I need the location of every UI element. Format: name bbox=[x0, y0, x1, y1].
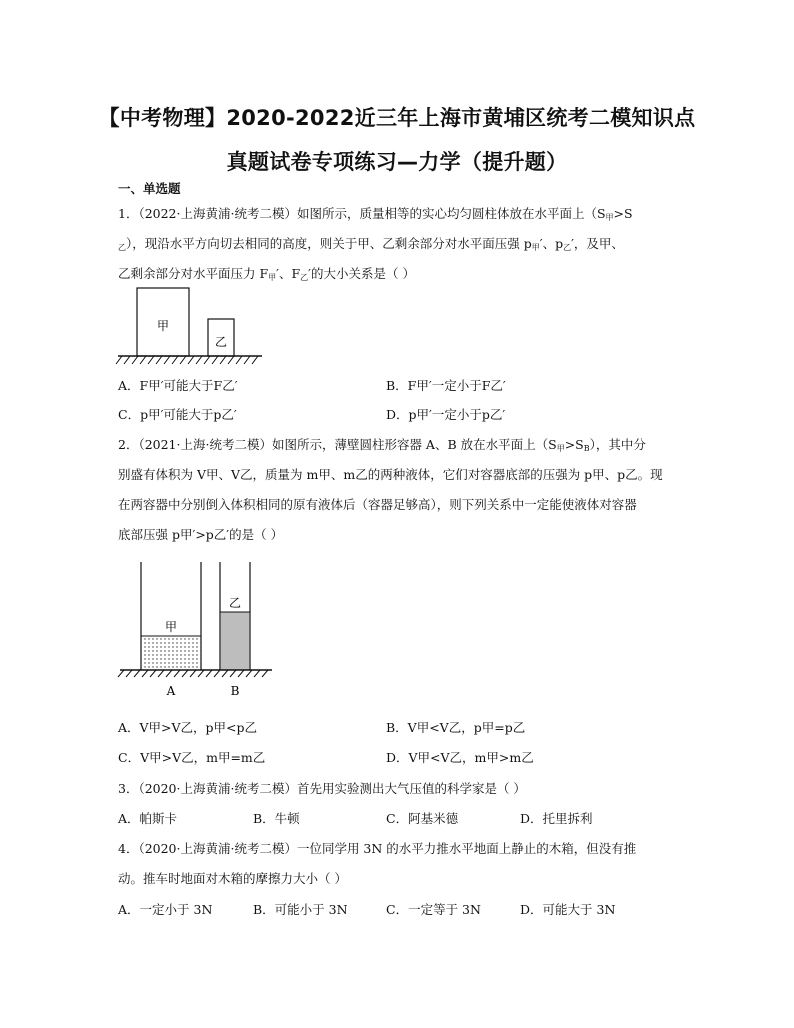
q4-option-a[interactable]: A．一定小于 3N bbox=[118, 902, 213, 917]
q1-option-b[interactable]: B．F甲′一定小于F乙′ bbox=[386, 378, 506, 393]
q3-option-b[interactable]: B．牛顿 bbox=[253, 811, 300, 826]
q2-fig-caption-a: A bbox=[166, 684, 176, 698]
q4-line-2: 动。推车时地面对木箱的摩擦力大小（ ） bbox=[118, 871, 347, 886]
section-heading: 一、单选题 bbox=[118, 181, 181, 196]
q1-line-1: 1．（2022·上海黄浦·统考二模）如图所示，质量相等的实心均匀圆柱体放在水平面上（$S_甲>S$ bbox=[118, 206, 633, 222]
q3-option-c[interactable]: C．阿基米德 bbox=[386, 811, 459, 826]
q2-figure-containers bbox=[116, 558, 276, 700]
q2-line-3: 在两容器中分别倒入体积相同的原有液体后（容器足够高），则下列关系中一定能使液体对容器 bbox=[118, 497, 637, 512]
q2-option-d[interactable]: D．V甲<V乙，m甲>m乙 bbox=[386, 750, 534, 765]
q2-option-c[interactable]: C．V甲>V乙，m甲=m乙 bbox=[118, 750, 266, 765]
q1-option-d[interactable]: D．p甲′一定小于p乙′ bbox=[386, 407, 506, 422]
page-title-line-1: 【中考物理】2020-2022近三年上海市黄埔区统考二模知识点 bbox=[98, 106, 696, 130]
q1-fig-label-yi: 乙 bbox=[214, 335, 228, 349]
q2-fig-label-yi: 乙 bbox=[228, 596, 242, 610]
q1-fig-label-jia: 甲 bbox=[156, 319, 170, 333]
q2-fig-label-jia: 甲 bbox=[164, 620, 178, 634]
q2-line-2: 别盛有体积为 V甲、V乙，质量为 m甲、m乙的两种液体，它们对容器底部的压强为 p甲、p乙。现 bbox=[118, 467, 663, 482]
q1-option-c[interactable]: C．p甲′可能大于p乙′ bbox=[118, 407, 237, 422]
q2-option-b[interactable]: B．V甲<V乙，p甲=p乙 bbox=[386, 720, 526, 735]
q1-line-3: 乙剩余部分对水平面压力 $F_甲'$、$F_乙'$的大小关系是（ ） bbox=[118, 266, 415, 282]
q2-line-1: 2．（2021·上海·统考二模）如图所示，薄壁圆柱形容器 A、B 放在水平面上$(S_甲>S_B)$，其中分 bbox=[118, 437, 646, 453]
q2-line-4: 底部压强 p甲′>p乙′的是（ ） bbox=[118, 527, 284, 542]
q4-option-d[interactable]: D．可能大于 3N bbox=[520, 902, 616, 917]
q3-line-1: 3．（2020·上海黄浦·统考二模）首先用实验测出大气压值的科学家是（ ） bbox=[118, 781, 526, 796]
q4-option-c[interactable]: C．一定等于 3N bbox=[386, 902, 481, 917]
q3-option-a[interactable]: A．帕斯卡 bbox=[118, 811, 178, 826]
q3-option-d[interactable]: D．托里拆利 bbox=[520, 811, 593, 826]
page-title-line-2: 真题试卷专项练习—力学（提升题） bbox=[226, 150, 568, 174]
q1-figure-cylinders bbox=[112, 284, 272, 370]
q4-option-b[interactable]: B．可能小于 3N bbox=[253, 902, 348, 917]
q1-option-a[interactable]: A．F甲′可能大于F乙′ bbox=[118, 378, 238, 393]
q2-option-a[interactable]: A．V甲>V乙，p甲<p乙 bbox=[118, 720, 258, 735]
q2-fig-caption-b: B bbox=[230, 684, 240, 698]
q1-line-2: $_乙$），现沿水平方向切去相同的高度，则关于甲、乙剩余部分对水平面压强 $p_甲'$、$p_乙'$，及甲、 bbox=[118, 236, 624, 252]
q4-line-1: 4．（2020·上海黄浦·统考二模）一位同学用 3N 的水平力推水平地面上静止的木箱，但没有推 bbox=[118, 841, 637, 856]
